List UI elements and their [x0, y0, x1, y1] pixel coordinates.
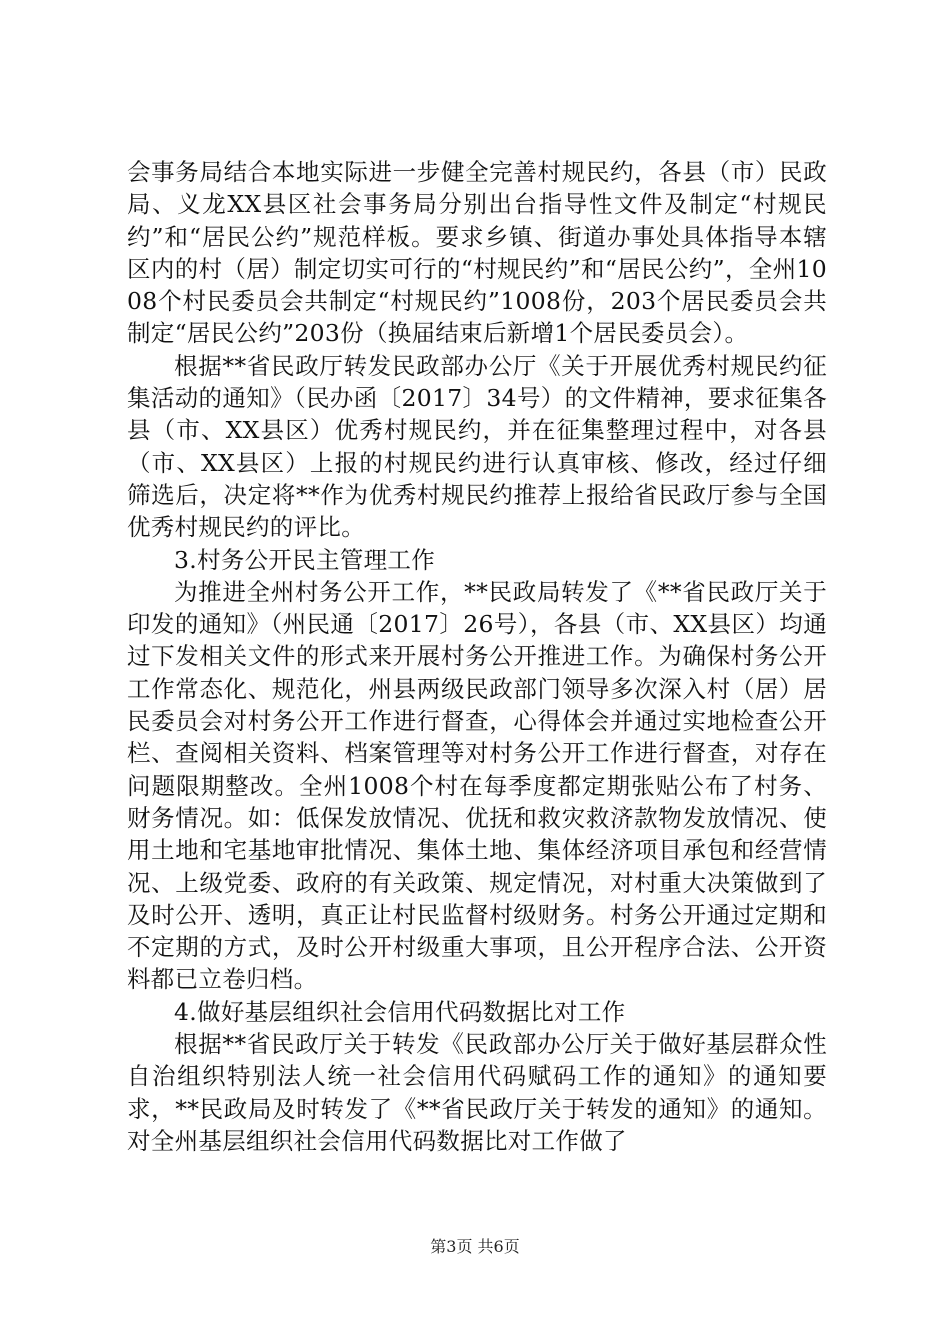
page-number-footer: 第3页 共6页: [430, 1237, 520, 1256]
paragraph-continued: 会事务局结合本地实际进一步健全完善村规民约，各县（市）民政局、义龙XX县区社会事务局分别出台指导性文件及制定“村规民约”和“居民公约”规范样板。要求乡镇、街道办事处具体指导本辖区内的村（居）制定切实可行的“村规民约”和“居民公约”，全州1008个村民委员会共制定“村规民约”1008份，203个居民委员会共制定“居民公约”203份（换届结束后新增1个居民委员会）。: [127, 158, 827, 348]
document-body: [127, 156, 827, 1157]
paragraph-village-affairs-openness: 为推进全州村务公开工作，**民政局转发了《**省民政厅关于印发的通知》（州民通〔2017〕26号），各县（市、XX县区）均通过下发相关文件的形式来开展村务公开推进工作。为确保村务公开工作常态化、规范化，州县两级民政部门领导多次深入村（居）居民委员会对村务公开工作进行督查，心得体会并通过实地检查公开栏、查阅相关资料、档案管理等对村务公开工作进行督查，对存在问题限期整改。全州1008个村在每季度都定期张贴公布了村务、财务情况。如：低保发放情况、优抚和救灾救济款物发放情况、使用土地和宅基地审批情况、集体土地、集体经济项目承包和经营情况、上级党委、政府的有关政策、规定情况，对村重大决策做到了及时公开、透明，真正让村民监督村级财务。村务公开通过定期和不定期的方式，及时公开村级重大事项，且公开程序合法、公开资料都已立卷归档。: [127, 577, 827, 994]
paragraph-credit-code: 根据**省民政厅关于转发《民政部办公厅关于做好基层群众性自治组织特别法人统一社会信用代码赋码工作的通知》的通知要求，**民政局及时转发了《**省民政厅关于转发的通知》的通知。对全州基层组织社会信用代码数据比对工作做了: [127, 1030, 827, 1155]
paragraph-village-rules-selection: 根据**省民政厅转发民政部办公厅《关于开展优秀村规民约征集活动的通知》（民办函〔2017〕34号）的文件精神，要求征集各县（市、XX县区）优秀村规民约，并在征集整理过程中，对各县（市、XX县区）上报的村规民约进行认真审核、修改，经过仔细筛选后，决定将**作为优秀村规民约推荐上报给省民政厅参与全国优秀村规民约的评比。: [127, 351, 827, 542]
section-heading-4: 4.做好基层组织社会信用代码数据比对工作: [174, 997, 626, 1026]
section-heading-3: 3.村务公开民主管理工作: [174, 545, 436, 574]
